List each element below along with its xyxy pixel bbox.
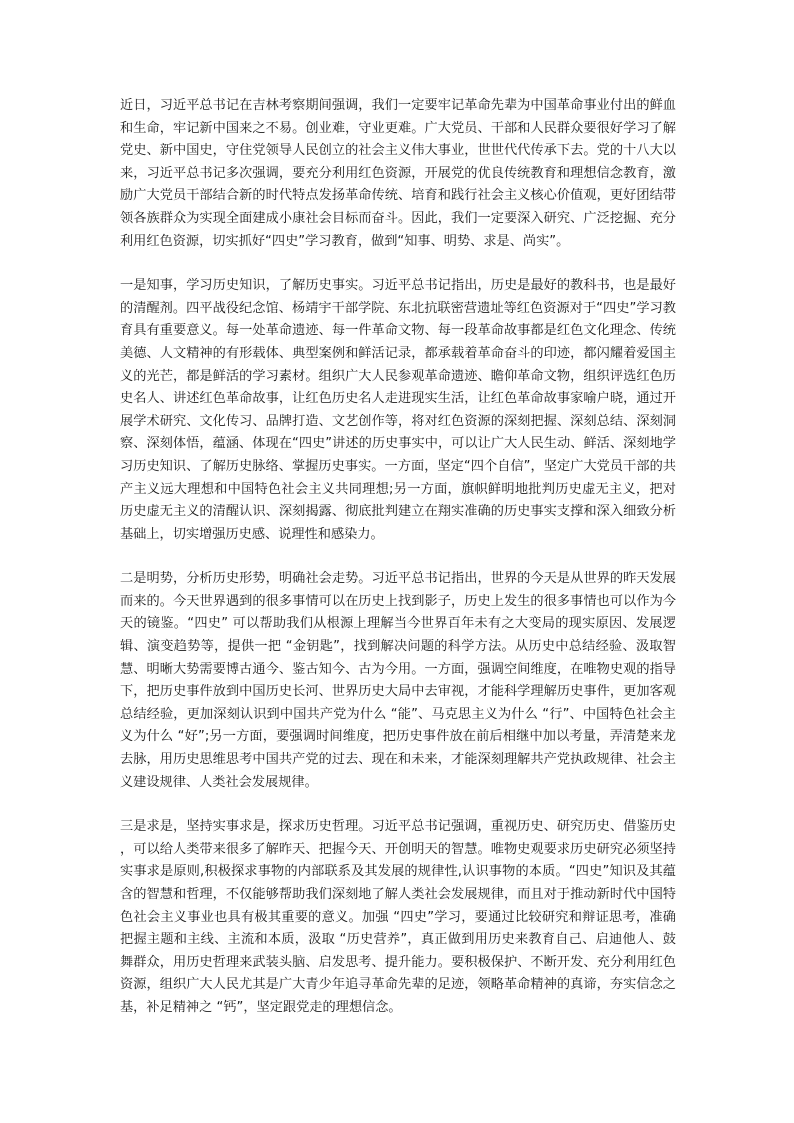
paragraph-qiushi: 三是求是，坚持实事求是，探求历史哲理。习近平总书记强调，重视历史、研究历史、借鉴历史，可以给人类带来很多了解昨天、把握今天、开创明天的智慧。唯物史观要求历史研究必须坚持实事求是原则,积极探求事物的内部联系及其发展的规律性,认识事物的本质。“四史”知识及其蕴含的智慧和哲理，不仅能够帮助我们深刻地了解人类社会发展规律，而且对于推动新时代中国特色社会主义事业也具有极其重要的意义。加强 “四史”学习，要通过比较研究和辩证思考，准确把握主题和主线、主流和本质，汲取 “历史营养”，真正做到用历史来教育自己、启迪他人、鼓舞群众，用历史哲理来武装头脑、启发思考、提升能力。要积极保护、不断开发、充分利用红色资源，组织广大人民尤其是广大青少年追寻革命先辈的足迹，领略革命精神的真谛，夯实信念之基，补足精神之 “钙”，坚定跟党走的理想信念。 <box>120 819 676 1015</box>
paragraph-zhishi: 一是知事，学习历史知识，了解历史事实。习近平总书记指出，历史是最好的教科书，也是最好的清醒剂。四平战役纪念馆、杨靖宇干部学院、东北抗联密营遗址等红色资源对于“四史”学习教育具有重要意义。每一处革命遗迹、每一件革命文物、每一段革命故事都是红色文化理念、传统美德、人文精神的有形载体、典型案例和鲜活记录，都承载着革命奋斗的印迹，都闪耀着爱国主义的光芒，都是鲜活的学习素材。组织广大人民参观革命遗迹、瞻仰革命文物，组织评选红色历史名人、讲述红色革命故事，让红色历史名人走进现实生活，让红色革命故事家喻户晓，通过开展学术研究、文化传习、品牌打造、文艺创作等，将对红色资源的深刻把握、深刻总结、深刻洞察、深刻体悟，蕴涵、体现在“四史”讲述的历史事实中，可以让广大人民生动、鲜活、深刻地学习历史知识、了解历史脉络、掌握历史事实。一方面，坚定“四个自信”，坚定广大党员干部的共产主义远大理想和中国特色社会主义共同理想;另一方面，旗帜鲜明地批判历史虚无主义，把对历史虚无主义的清醒认识、深刻揭露、彻底批判建立在翔实准确的历史事实支撑和深入细致分析基础上，切实增强历史感、说理性和感染力。 <box>120 278 676 542</box>
paragraph-intro: 近日，习近平总书记在吉林考察期间强调，我们一定要牢记革命先辈为中国革命事业付出的鲜血和生命，牢记新中国来之不易。创业难，守业更难。广大党员、干部和人民群众要很好学习了解党史、新中国史，守住党领导人民创立的社会主义伟大事业，世世代代传承下去。党的十八大以来，习近平总书记多次强调，要充分利用红色资源，开展党的优良传统教育和理想信念教育，激励广大党员干部结合新的时代特点发扬革命传统、培育和践行社会主义核心价值观，更好团结带领各族群众为实现全面建成小康社会目标而奋斗。因此，我们一定要深入研究、广泛挖掘、充分利用红色资源，切实抓好“四史”学习教育，做到“知事、明势、求是、尚实”。 <box>120 98 676 249</box>
document-page <box>120 95 676 1042</box>
paragraph-mingshi: 二是明势，分析历史形势，明确社会走势。习近平总书记指出，世界的今天是从世界的昨天发展而来的。今天世界遇到的很多事情可以在历史上找到影子，历史上发生的很多事情也可以作为今天的镜鉴。“四史” 可以帮助我们从根源上理解当今世界百年未有之大变局的现实原因、发展逻辑、演变趋势等，提供一把 “金钥匙”，找到解决问题的科学方法。从历史中总结经验、汲取智慧、明晰大势需要博古通今、鉴古知今、古为今用。一方面，强调空间维度，在唯物史观的指导下，把历史事件放到中国历史长河、世界历史大局中去审视，才能科学理解历史事件，更加客观总结经验，更加深刻认识到中国共产党为什么 “能”、马克思主义为什么 “行”、中国特色社会主义为什么 “好”;另一方面，要强调时间维度，把历史事件放在前后相继中加以考量，弄清楚来龙去脉，用历史思维思考中国共产党的过去、现在和未来，才能深刻理解共产党执政规律、社会主义建设规律、人类社会发展规律。 <box>120 571 676 790</box>
